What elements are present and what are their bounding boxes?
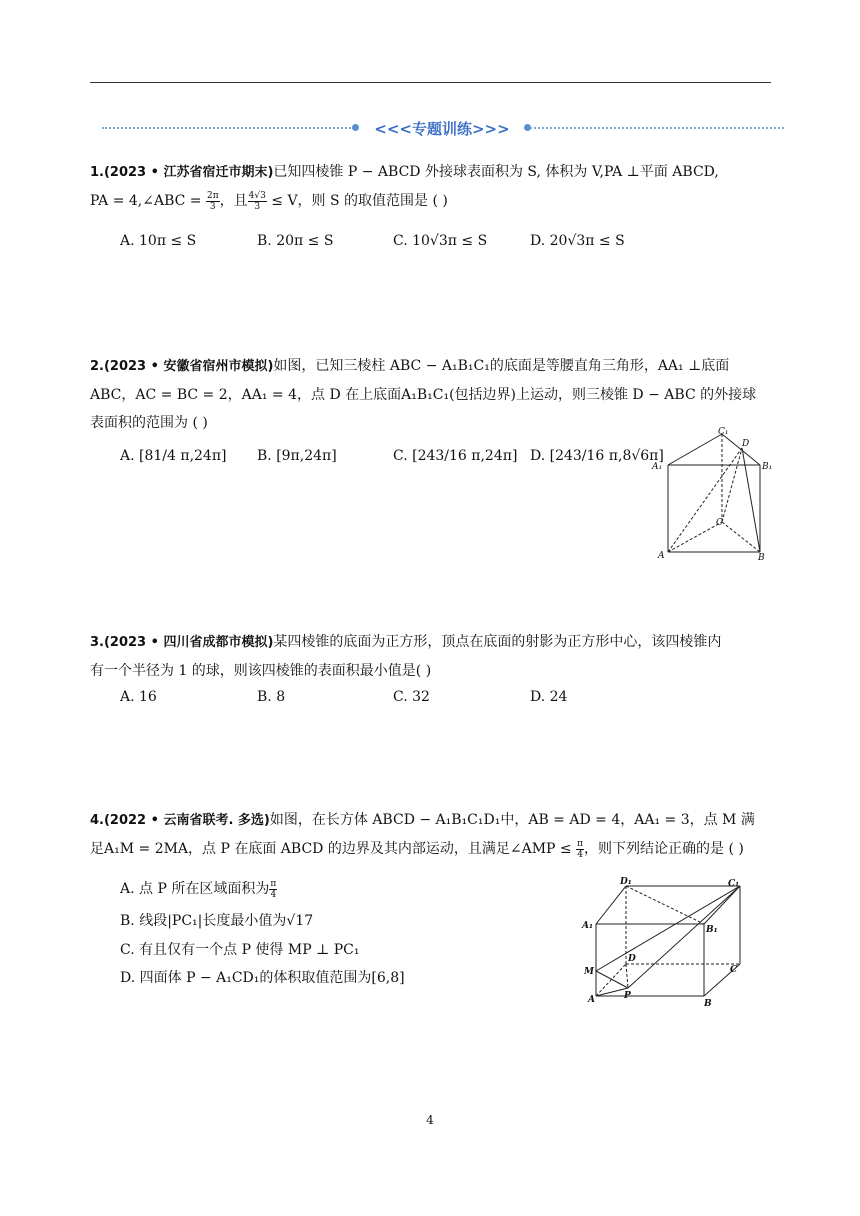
fig4-label-d: D [628, 954, 636, 964]
q1-option-b: B. 20π ≤ S [257, 233, 334, 249]
q4-option-b: B. 线段|PC₁|长度最小值为√17 [120, 913, 314, 929]
q1-line1: 已知四棱锥 P − ABCD 外接球表面积为 S, 体积为 V,PA ⊥平面 ABCD, [273, 164, 719, 180]
page-number: 4 [426, 1113, 434, 1127]
fig4-label-c: C [730, 965, 738, 975]
q3-line2: 有一个半径为 1 的球，则该四棱锥的表面积最小值是( ) [90, 663, 432, 679]
q2-line3: 表面积的范围为 ( ) [90, 415, 208, 431]
fig2-label-d: D [742, 439, 750, 449]
fig4-label-b1: B₁ [706, 925, 718, 935]
q4-option-d: D. 四面体 P − A₁CD₁的体积取值范围为[6,8] [120, 970, 405, 986]
q2-prism-figure [650, 424, 780, 564]
q2-line2: ABC，AC = BC = 2，AA₁ = 4，点 D 在上底面A₁B₁C₁(包括边界)上运动，则三棱锥 D − ABC 的外接球 [90, 387, 757, 403]
q2-option-d: D. [243/16 π,8√6π] [530, 448, 664, 464]
fig2-label-c1: C₁ [718, 427, 729, 437]
fig4-label-m: M [584, 967, 594, 977]
question-2 [90, 354, 780, 435]
fig2-label-a: A [658, 551, 665, 561]
q1-frac2: $\frac{4√3}{3}$ [248, 190, 266, 212]
question-4 [90, 808, 780, 861]
q1-option-a: A. 10π ≤ S [120, 233, 197, 249]
q4-option-c: C. 有且仅有一个点 P 使得 MP ⊥ PC₁ [120, 942, 360, 958]
banner-dots-right [530, 127, 784, 129]
fig4-label-c1: C₁ [728, 879, 740, 889]
q3-source: 3.(2023 • 四川省成都市模拟) [90, 635, 274, 650]
fig2-label-c: C [716, 518, 723, 528]
q3-option-b: B. 8 [257, 689, 286, 705]
q4-line1: 如图，在长方体 ABCD − A₁B₁C₁D₁中，AB = AD = 4，AA₁ = 3，点 M 满 [269, 812, 755, 828]
q1-line2c: ≤ V，则 S 的取值范围是 ( ) [266, 193, 448, 209]
fig4-label-a1: A₁ [582, 921, 593, 931]
q3-line1: 某四棱锥的底面为正方形，顶点在底面的射影为正方形中心，该四棱锥内 [273, 634, 722, 650]
q2-option-c: C. [243/16 π,24π] [393, 448, 518, 464]
q2-source: 2.(2023 • 安徽省宿州市模拟) [90, 359, 274, 374]
q3-option-a: A. 16 [120, 689, 157, 705]
fig4-label-b: B [704, 999, 712, 1009]
fig2-label-b1: B₁ [762, 462, 773, 472]
q1-source: 1.(2023 • 江苏省宿迁市期末) [90, 165, 274, 180]
q4-cuboid-figure [580, 874, 750, 1014]
fig2-label-b: B [758, 553, 765, 563]
q3-option-c: C. 32 [393, 689, 430, 705]
q2-option-a: A. [81/4 π,24π] [120, 448, 227, 464]
fig4-label-d1: D₁ [620, 877, 632, 887]
q4-line2b: ，则下列结论正确的是 ( ) [584, 841, 744, 857]
q1-option-d: D. 20√3π ≤ S [530, 233, 625, 249]
q1-line2b: ，且 [219, 193, 248, 209]
fig4-label-a: A [588, 995, 595, 1005]
q4-source: 4.(2022 • 云南省联考. 多选) [90, 813, 270, 828]
q4-line2a: 足A₁M = 2MA，点 P 在底面 ABCD 的边界及其内部运动，且满足∠AMP ≤ [90, 841, 577, 857]
banner-title: <<<专题训练>>> [374, 120, 510, 138]
q4-option-a: A. 点 P 所在区域面积为 $\frac{\pi}{4}$ [120, 878, 277, 900]
q1-line2a: PA = 4,∠ABC = [90, 193, 206, 209]
question-3 [90, 630, 780, 683]
question-1 [90, 160, 780, 213]
q4-frac: $\frac{\pi}{4}$ [577, 838, 584, 860]
top-rule [90, 82, 771, 83]
section-banner [98, 118, 786, 138]
fig2-label-a1: A₁ [652, 462, 663, 472]
q2-line1: 如图，已知三棱柱 ABC − A₁B₁C₁的底面是等腰直角三角形，AA₁ ⊥底面 [273, 358, 730, 374]
q1-option-c: C. 10√3π ≤ S [393, 233, 488, 249]
q3-option-d: D. 24 [530, 689, 568, 705]
fig4-label-p: P [624, 991, 631, 1001]
q1-frac1: $\frac{2\pi}{3}$ [206, 190, 219, 212]
q2-option-b: B. [9π,24π] [257, 448, 337, 464]
